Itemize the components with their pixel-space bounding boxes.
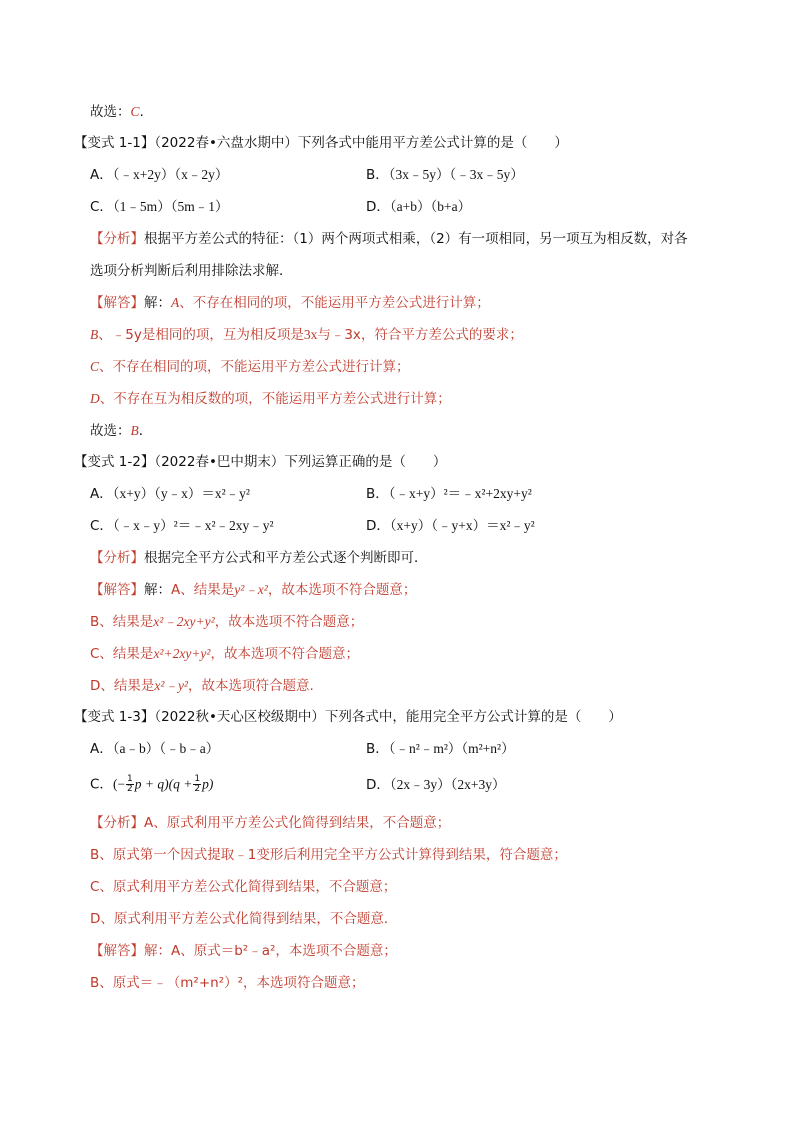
q3-option-a [90,740,219,758]
answer-letter: C [130,104,140,119]
option-label: A． [90,741,113,757]
answer-expression: x²﹣y² [154,678,188,693]
answer-text: ，故本选项不符合题意； [267,582,417,598]
q3-analysis-d [90,910,397,928]
q2-option-a [90,485,250,503]
q1-analysis-line-1 [90,230,688,248]
q2-option-c [90,517,274,535]
q1-answer-c [90,358,410,376]
option-label: B． [366,167,389,183]
option-text: (− [112,776,126,792]
question-1-2-stem [74,453,446,471]
q3-analysis-a [90,814,450,832]
option-label: C． [90,518,113,534]
option-text: （﹣x+2y）（x﹣2y） [112,167,229,182]
q2-answer-a [90,581,416,599]
answer-text: 解：A、原式＝b²﹣a²，本选项不合题意； [144,943,397,959]
q2-option-d [366,517,535,535]
q2-answer-b [90,613,363,631]
option-label: C． [90,199,113,215]
q3-answer-a [90,942,397,960]
option-label: B． [366,741,389,757]
q3-option-d [366,776,506,794]
answer-tag: 【解答】 [90,295,144,311]
answer-text: 、﹣5y [98,327,142,343]
answer-letter: C [90,359,100,374]
choice-prefix: 故选： [90,423,131,439]
analysis-tag: 【分析】 [90,815,144,831]
choice-dot: ． [138,423,153,439]
question-1-1-stem [74,134,568,152]
q2-option-b [366,485,532,503]
answer-text: 、不存在相同的项，不能运用平方差公式进行计算； [99,359,410,375]
answer-letter: B [90,327,99,342]
analysis-tag: 【分析】 [90,550,144,566]
question-tag: 【变式 1-1】 [74,135,155,151]
q2-answer-d [90,677,314,695]
option-text: （a﹣b）（﹣b﹣a） [112,741,220,756]
option-text: （2x﹣3y）（2x+3y） [389,777,506,792]
analysis-text: 根据完全平方公式和平方差公式逐个判断即可． [144,550,428,566]
option-text: （﹣x+y）²＝﹣x²+2xy+y² [388,486,532,501]
answer-text: 3x [303,327,318,342]
previous-answer-line [90,103,144,121]
option-text: （﹣n²﹣m²）（m²+n²） [388,741,515,756]
option-text: （x+y）（﹣y+x）＝x²﹣y² [389,518,535,533]
option-label: D． [366,518,390,534]
q1-option-d [366,198,471,216]
option-text: （﹣x﹣y）²＝﹣x²﹣2xy﹣y² [112,518,274,533]
option-label: D． [366,199,390,215]
analysis-text: 根据平方差公式的特征：（1）两个两项式相乘，（2）有一项相同，另一项互为相反数，对各 [144,231,688,247]
answer-text: B、结果是 [90,614,154,630]
answer-text: A、结果是 [171,582,235,598]
answer-text: 、不存在互为相反数的项，不能运用平方差公式进行计算； [99,391,451,407]
analysis-text: 选项分析判断后利用排除法求解． [90,263,293,279]
option-text: （1﹣5m）（5m﹣1） [112,199,229,214]
answer-dot: . [139,104,144,120]
option-label: A． [90,167,113,183]
analysis-text: B、原式第一个因式提取﹣1变形后利用完全平方公式计算得到结果，符合题意； [90,847,567,863]
fraction-one-half [126,775,134,794]
option-label: C． [90,776,113,793]
answer-text: 、不存在相同的项，不能运用平方差公式进行计算； [179,295,490,311]
answer-text: ，故本选项不符合题意； [210,646,359,662]
q1-answer-b [90,326,523,344]
answer-expression: x²﹣2xy+y² [153,614,215,629]
answer-tag: 【解答】 [90,582,144,598]
answer-text: ，故本选项不符合题意； [214,614,364,630]
answer-text: D、结果是 [90,678,155,694]
question-text: （2022春•巴中期末）下列运算正确的是（ ） [154,454,447,470]
analysis-text: C、原式利用平方差公式化简得到结果，不合题意； [90,879,397,895]
q3-answer-b [90,974,365,992]
analysis-tag: 【分析】 [90,231,144,247]
answer-prefix: 解： [144,295,171,311]
question-text: （2022秋•天心区校级期中）下列各式中，能用完全平方公式计算的是（ ） [154,709,622,725]
answer-text: 是相同的项，互为相反项是 [141,327,304,343]
q3-option-c [90,775,213,794]
q2-answer-c [90,645,359,663]
q1-answer-d [90,390,451,408]
q3-analysis-b [90,846,567,864]
q3-option-b [366,740,515,758]
answer-text: ，符合平方差公式的要求； [360,327,523,343]
answer-prefix: 解： [144,582,171,598]
answer-expression: x²+2xy+y² [153,646,211,661]
answer-expression: y²﹣x² [234,582,268,597]
q2-analysis [90,549,428,567]
option-text: （x+y）（y﹣x）＝x²﹣y² [112,486,250,501]
option-label: A． [90,486,113,502]
analysis-text: D、原式利用平方差公式化简得到结果，不合题意． [90,911,398,927]
option-text: （a+b）（b+a） [389,199,472,214]
q1-option-b [366,166,524,184]
answer-tag: 【解答】 [90,943,144,959]
q1-answer-a [90,294,490,312]
answer-letter: A [171,295,180,310]
q1-choice [90,422,152,440]
fraction-one-half [193,775,201,794]
analysis-text: A、原式利用平方差公式化简得到结果，不合题意； [144,815,451,831]
option-text: （3x﹣5y）（﹣3x﹣5y） [388,167,524,182]
option-text: p + q)(q + [134,776,193,792]
q3-analysis-c [90,878,396,896]
answer-text: ，故本选项符合题意. [188,678,314,694]
answer-text: C、结果是 [90,646,154,662]
answer-prefix: 故选： [90,104,131,120]
fraction-denominator: 2 [127,784,133,794]
fraction-denominator: 2 [194,784,201,794]
answer-text: B、原式＝﹣（m²+n²）²，本选项符合题意； [90,975,365,991]
answer-letter: D [90,391,100,406]
q1-option-a [90,166,228,184]
question-tag: 【变式 1-2】 [74,454,155,470]
option-label: D． [366,777,390,793]
choice-letter: B [130,423,139,438]
question-tag: 【变式 1-3】 [74,709,155,725]
option-label: B． [366,486,389,502]
question-text: （2022春•六盘水期中）下列各式中能用平方差公式计算的是（ ） [154,135,568,151]
fraction-numerator: 1 [194,774,201,784]
option-text: p) [202,776,214,792]
answer-text: 与﹣3x [317,327,361,343]
question-1-3-stem [74,708,622,726]
q1-analysis-line-2 [90,262,293,280]
q1-option-c [90,198,228,216]
fraction-numerator: 1 [127,774,133,784]
